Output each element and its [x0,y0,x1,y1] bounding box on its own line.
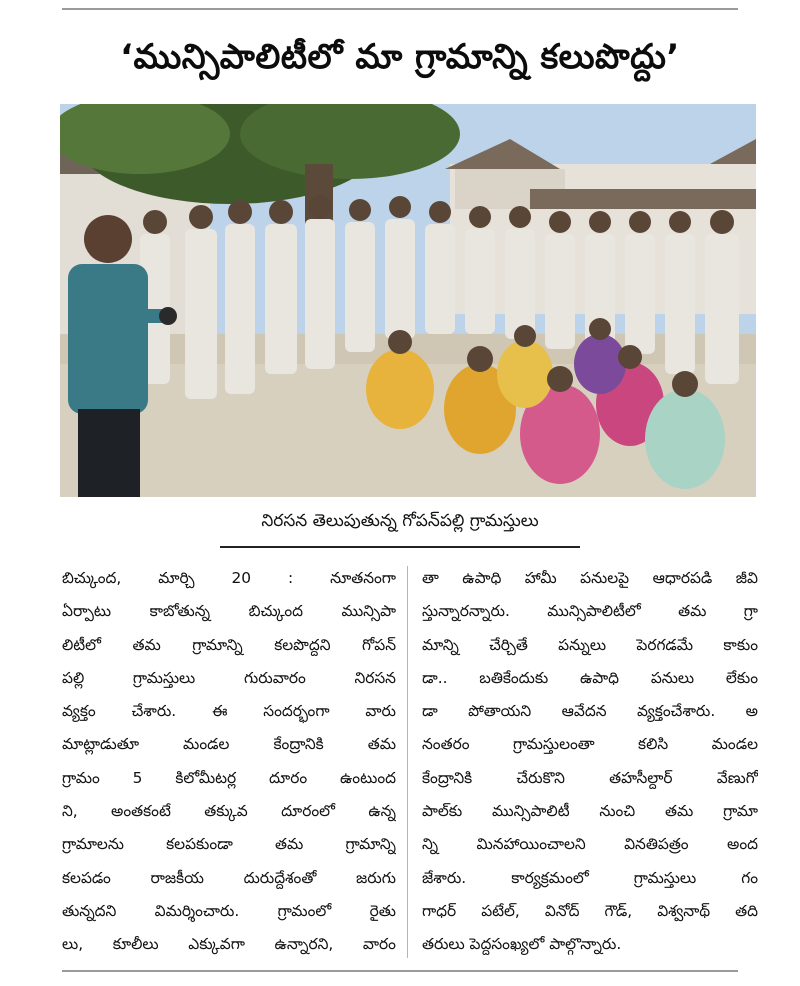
article-column-left [62,562,396,962]
article-line: ని, అంతకంటే తక్కువ దూరంలో ఉన్న [62,802,396,821]
article-line: ఏర్పాటు కాబోతున్న బిచ్కుంద మున్సిపా [62,602,396,621]
article-line: తున్నదని విమర్శించారు. గ్రామంలో రైతు [62,901,396,920]
caption-underline [220,546,580,548]
news-photo [60,104,756,497]
article-line: జేశారు. కార్యక్రమంలో గ్రామస్తులు గం [422,868,758,887]
article-line: పాల్‌కు మున్సిపాలిటీ నుంచి తమ గ్రామా [422,802,758,821]
article-line: లిటీలో తమ గ్రామాన్ని కలపొద్దని గోపన్ [62,635,396,654]
article-line: పల్లి గ్రామస్తులు గురువారం నిరసన [62,668,396,687]
column-divider [407,566,408,958]
photo-caption: నిరసన తెలుపుతున్న గోపన్‌పల్లి గ్రామస్తులు [261,511,539,531]
article-line: కలపడం రాజకీయ దురుద్దేశంతో జరుగు [62,868,396,887]
article-line: తరులు పెద్దసంఖ్యలో పాల్గొన్నారు. [422,935,622,954]
article-line: గ్రామాలను కలపకుండా తమ గ్రామాన్ని [62,835,396,854]
article-line: తా ఉపాధి హామీ పనులపై ఆధారపడి జీవి [422,569,758,587]
article-line: మాన్ని చేర్చితే పన్నులు పెరగడమే కాకుం [422,635,758,654]
article-line: నంతరం గ్రామస్తులంతా కలిసి మండల [422,735,758,754]
article-headline: ‘మున్సిపాలిటీలో మా గ్రామాన్ని కలుపొద్దు’ [120,37,680,77]
article-line: బిచ్కుంద, మార్చి 20 : నూతనంగా [62,569,396,587]
article-line: లు, కూలీలు ఎక్కువగా ఉన్నారని, వారం [62,935,396,954]
article-line: డా పోతాయని ఆవేదన వ్యక్తంచేశారు. అ [422,702,758,721]
article-line: గ్రామం 5 కిలోమీటర్ల దూరం ఉంటుంద [62,768,396,787]
top-rule [62,8,738,10]
article-line: కేంద్రానికి చేరుకొని తహసీల్దార్ వేణుగో [422,768,758,787]
bottom-rule [62,970,738,972]
article-column-right [422,562,758,962]
article-line: వ్యక్తం చేశారు. ఈ సందర్భంగా వారు [62,702,396,721]
group-protest-photo-icon [60,104,756,497]
article-line: డా.. బతికేందుకు ఉపాధి పనులు లేకుం [422,668,758,687]
article-line: స్తున్నారన్నారు. మున్సిపాలిటీలో తమ గ్రా [422,602,758,621]
article-line: గాధర్ పటేల్, వినోద్ గౌడ్, విశ్వనాథ్ తది [422,901,758,920]
article-line: న్ని మినహాయించాలని వినతిపత్రం అంద [422,835,758,854]
article-line: మాట్లాడుతూ మండల కేంద్రానికి తమ [62,735,396,754]
